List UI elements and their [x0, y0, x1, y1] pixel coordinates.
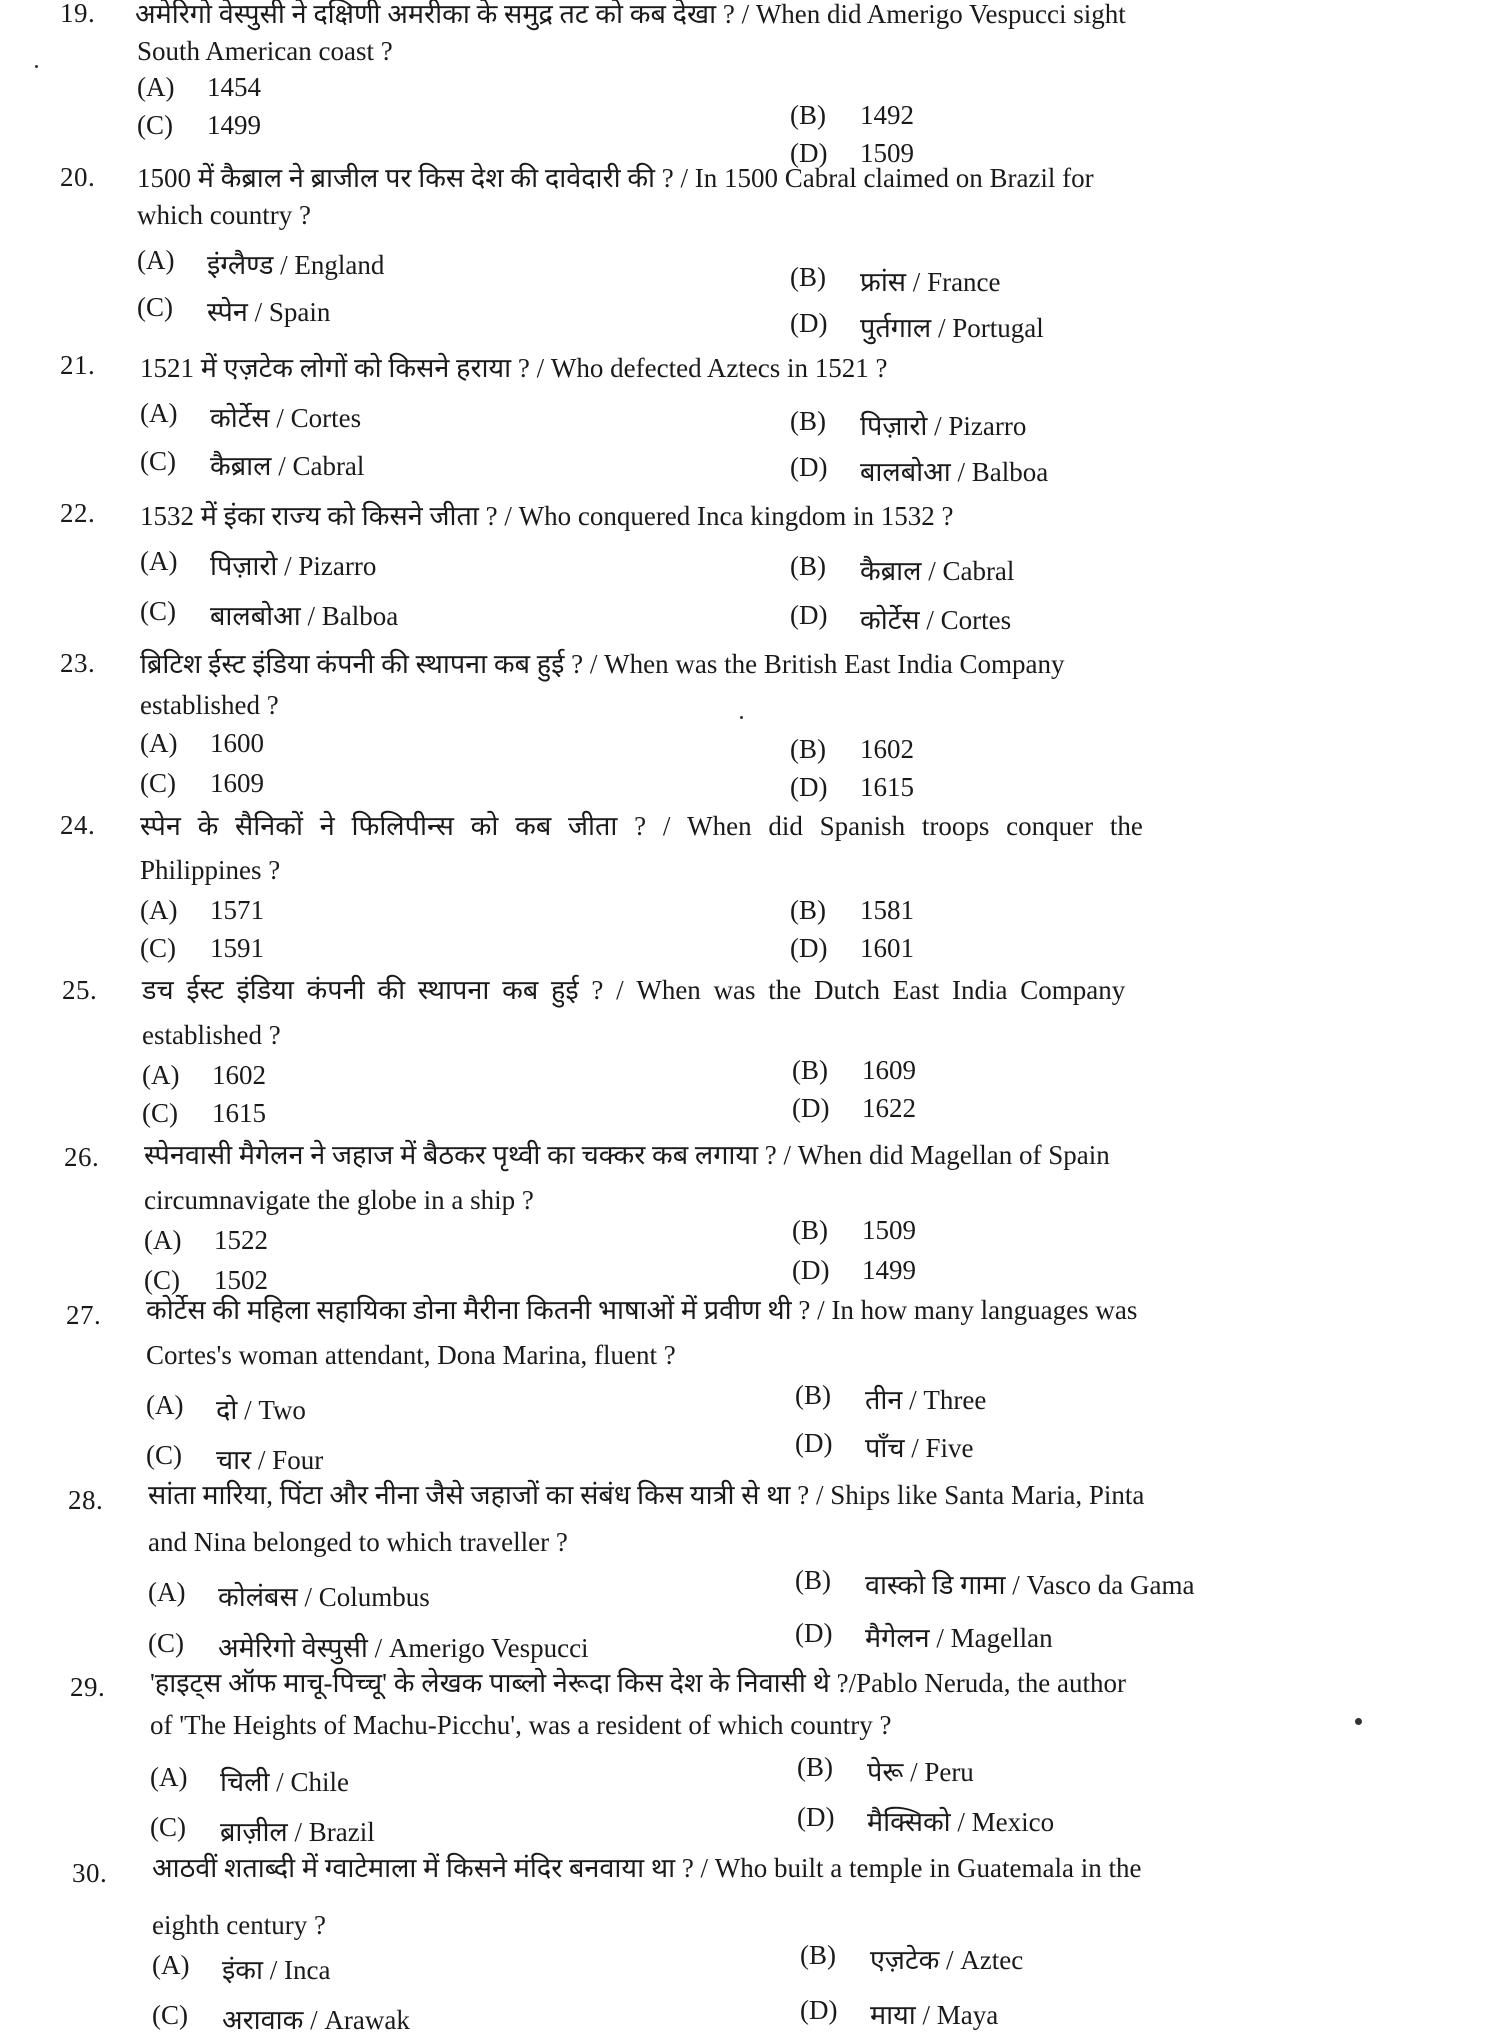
option-text: पुर्तगाल / Portugal [860, 313, 1044, 343]
option-label: (C) [140, 933, 176, 963]
question-text: 1532 में इंका राज्य को किसने जीता ? / Who conquered Inca kingdom in 1532 ? [140, 501, 954, 531]
option-d[interactable] [790, 600, 1011, 637]
option-text: चिली / Chile [220, 1767, 349, 1797]
scan-speck [35, 65, 38, 68]
question-number: 25. [62, 975, 98, 1005]
option-text: दो / Two [216, 1395, 306, 1425]
question-text: कोर्टेस की महिला सहायिका डोना मैरीना कितनी भाषाओं में प्रवीण थी ? / In how many languages was [146, 1295, 1138, 1325]
option-text: पिज़ारो / Pizarro [860, 411, 1027, 441]
option-text: 1492 [860, 100, 914, 130]
option-c[interactable] [140, 933, 264, 964]
option-c[interactable] [142, 1098, 266, 1129]
option-label: (A) [140, 895, 178, 925]
option-label: (B) [790, 100, 826, 130]
question-text-cont: established ? [140, 690, 279, 720]
question-number: 29. [70, 1672, 106, 1702]
question-text-cont: established ? [142, 1020, 281, 1050]
option-text: 1571 [210, 895, 264, 925]
option-label: (D) [790, 138, 828, 168]
option-label: (A) [140, 728, 178, 758]
option-label: (D) [790, 933, 828, 963]
option-label: (C) [137, 292, 173, 322]
option-label: (D) [795, 1618, 833, 1648]
option-label: (C) [150, 1812, 186, 1842]
option-a[interactable] [140, 398, 361, 435]
option-c[interactable] [148, 1628, 589, 1665]
option-a[interactable] [148, 1577, 430, 1614]
option-text: कैब्राल / Cabral [860, 556, 1015, 586]
question-number: 30. [72, 1858, 108, 1888]
question-text-cont: which country ? [137, 200, 311, 230]
option-text: स्पेन / Spain [207, 297, 331, 327]
option-text: एज़टेक / Aztec [870, 1945, 1024, 1975]
option-c[interactable] [140, 446, 364, 483]
option-d[interactable] [792, 1093, 916, 1124]
option-label: (A) [137, 72, 175, 102]
question-number: 27. [66, 1300, 102, 1330]
option-text: मैक्सिको / Mexico [867, 1807, 1055, 1837]
option-label: (B) [790, 406, 826, 436]
question-text: 1521 में एज़टेक लोगों को किसने हराया ? / Who defected Aztecs in 1521 ? [140, 353, 888, 383]
option-b[interactable] [790, 100, 914, 131]
option-b[interactable] [790, 262, 1001, 299]
option-a[interactable] [142, 1060, 266, 1091]
question-number: 20. [60, 162, 96, 192]
option-d[interactable] [800, 1995, 998, 2032]
option-label: (D) [797, 1802, 835, 1832]
option-text: बालबोआ / Balboa [210, 601, 399, 631]
question-text-cont: Cortes's woman attendant, Dona Marina, fluent ? [146, 1340, 676, 1370]
option-d[interactable] [790, 452, 1048, 489]
option-b[interactable] [800, 1940, 1023, 1977]
option-label: (C) [144, 1265, 180, 1295]
option-b[interactable] [797, 1752, 974, 1789]
option-d[interactable] [795, 1428, 973, 1465]
option-label: (B) [790, 262, 826, 292]
option-label: (C) [140, 596, 176, 626]
option-c[interactable] [140, 768, 264, 799]
question-text-cont: circumnavigate the globe in a ship ? [144, 1185, 534, 1215]
question-text-cont: South American coast ? [137, 36, 393, 66]
option-a[interactable] [144, 1225, 268, 1256]
option-text: फ्रांस / France [860, 267, 1001, 297]
option-a[interactable] [152, 1950, 330, 1987]
option-label: (C) [148, 1628, 184, 1658]
option-d[interactable] [797, 1802, 1054, 1839]
option-text: पिज़ारो / Pizarro [210, 551, 377, 581]
question-number: 28. [68, 1485, 104, 1515]
question-number: 22. [60, 498, 96, 528]
option-b[interactable] [795, 1380, 986, 1417]
option-b[interactable] [790, 406, 1026, 443]
option-text: अरावाक / Arawak [222, 2005, 410, 2035]
option-c[interactable] [150, 1812, 375, 1849]
option-text: कोलंबस / Columbus [218, 1582, 430, 1612]
question-text: अमेरिगो वेस्पुसी ने दक्षिणी अमरीका के समुद्र तट को कब देखा ? / When did Amerigo Vespucci sight [135, 0, 1126, 29]
option-d[interactable] [790, 772, 914, 803]
option-label: (C) [137, 110, 173, 140]
option-label: (D) [790, 772, 828, 802]
option-text: 1615 [212, 1098, 266, 1128]
option-text: माया / Maya [870, 2000, 999, 2030]
option-label: (D) [792, 1093, 830, 1123]
option-label: (C) [152, 2000, 188, 2030]
option-b[interactable] [790, 734, 914, 765]
option-text: अमेरिगो वेस्पुसी / Amerigo Vespucci [218, 1633, 589, 1663]
question-number: 21. [60, 350, 96, 380]
option-text: 1502 [214, 1265, 268, 1295]
option-a[interactable] [137, 245, 384, 282]
question-text: सांता मारिया, पिंटा और नीना जैसे जहाजों का संबंध किस यात्री से था ? / Ships like Santa Maria, Pinta [148, 1480, 1145, 1510]
option-label: (B) [795, 1380, 831, 1410]
option-label: (B) [800, 1940, 836, 1970]
option-label: (A) [140, 398, 178, 428]
option-label: (D) [800, 1995, 838, 2025]
option-label: (B) [792, 1055, 828, 1085]
option-label: (A) [152, 1950, 190, 1980]
option-label: (C) [146, 1440, 182, 1470]
option-text: वास्को डि गामा / Vasco da Gama [865, 1570, 1195, 1600]
option-text: 1499 [207, 110, 261, 140]
question-text: डच ईस्ट इंडिया कंपनी की स्थापना कब हुई ? / When was the Dutch East India Company [142, 975, 1126, 1005]
option-a[interactable] [150, 1762, 349, 1799]
question-number: 26. [64, 1142, 100, 1172]
question-text-cont: and Nina belonged to which traveller ? [148, 1527, 568, 1557]
question-number: 24. [60, 810, 96, 840]
option-text: 1581 [860, 895, 914, 925]
option-label: (A) [140, 546, 178, 576]
question-text: स्पेनवासी मैगेलन ने जहाज में बैठकर पृथ्वी का चक्कर कब लगाया ? / When did Magellan of Spain [144, 1140, 1110, 1170]
option-label: (A) [146, 1390, 184, 1420]
option-b[interactable] [792, 1055, 916, 1086]
question-text: ब्रिटिश ईस्ट इंडिया कंपनी की स्थापना कब हुई ? / When was the British East India Company [140, 649, 1065, 679]
option-label: (D) [790, 600, 828, 630]
scan-speck [1355, 1718, 1362, 1725]
option-text: मैगेलन / Magellan [865, 1623, 1053, 1653]
option-label: (D) [792, 1255, 830, 1285]
option-a[interactable] [140, 895, 264, 926]
option-d[interactable] [790, 308, 1044, 345]
option-text: 1609 [862, 1055, 916, 1085]
option-text: 1509 [860, 138, 914, 168]
option-text: 1454 [207, 72, 261, 102]
option-label: (B) [795, 1565, 831, 1595]
option-label: (A) [148, 1577, 186, 1607]
option-text: इंग्लैण्ड / England [207, 250, 385, 280]
option-label: (D) [790, 452, 828, 482]
option-text: 1615 [860, 772, 914, 802]
option-a[interactable] [146, 1390, 306, 1427]
option-label: (B) [790, 734, 826, 764]
option-text: पाँच / Five [865, 1433, 974, 1463]
option-label: (D) [795, 1428, 833, 1458]
option-c[interactable] [137, 110, 261, 141]
question-text: स्पेन के सैनिकों ने फिलिपीन्स को कब जीता ? / When did Spanish troops conquer the [140, 811, 1143, 841]
option-text: पेरू / Peru [867, 1757, 974, 1787]
option-a[interactable] [140, 728, 264, 759]
option-d[interactable] [790, 933, 914, 964]
option-label: (B) [790, 895, 826, 925]
option-text: 1499 [862, 1255, 916, 1285]
option-label: (B) [792, 1215, 828, 1245]
question-text-cont: of 'The Heights of Machu-Picchu', was a resident of which country ? [150, 1710, 892, 1740]
option-text: तीन / Three [865, 1385, 987, 1415]
option-text: 1622 [862, 1093, 916, 1123]
question-text-cont: eighth century ? [152, 1910, 326, 1940]
option-label: (A) [137, 245, 175, 275]
option-text: 1591 [210, 933, 264, 963]
option-b[interactable] [790, 895, 914, 926]
option-label: (B) [790, 551, 826, 581]
option-c[interactable] [152, 2000, 410, 2037]
question-number: 23. [60, 648, 96, 678]
option-text: कोर्टेस / Cortes [860, 605, 1012, 635]
option-text: 1602 [860, 734, 914, 764]
option-b[interactable] [792, 1215, 916, 1246]
option-d[interactable] [792, 1255, 916, 1286]
option-a[interactable] [140, 546, 376, 583]
option-c[interactable] [137, 292, 330, 329]
option-label: (A) [150, 1762, 188, 1792]
question-number: 19. [60, 0, 96, 28]
option-label: (A) [142, 1060, 180, 1090]
option-text: 1600 [210, 728, 264, 758]
option-text: 1609 [210, 768, 264, 798]
option-text: इंका / Inca [222, 1955, 331, 1985]
option-label: (B) [797, 1752, 833, 1782]
option-b[interactable] [795, 1565, 1194, 1602]
option-text: 1509 [862, 1215, 916, 1245]
option-text: ब्राज़ील / Brazil [220, 1817, 375, 1847]
option-text: कैब्राल / Cabral [210, 451, 365, 481]
option-label: (C) [140, 768, 176, 798]
option-c[interactable] [140, 596, 398, 633]
option-c[interactable] [146, 1440, 323, 1477]
option-text: चार / Four [216, 1445, 324, 1475]
option-label: (D) [790, 308, 828, 338]
option-label: (C) [140, 446, 176, 476]
option-d[interactable] [795, 1618, 1053, 1655]
option-text: 1522 [214, 1225, 268, 1255]
option-a[interactable] [137, 72, 261, 103]
option-text: बालबोआ / Balboa [860, 457, 1049, 487]
question-text: 1500 में कैब्राल ने ब्राजील पर किस देश की दावेदारी की ? / In 1500 Cabral claimed on Brazil for [137, 163, 1094, 193]
option-label: (A) [144, 1225, 182, 1255]
option-text: 1601 [860, 933, 914, 963]
question-text-cont: Philippines ? [140, 855, 281, 885]
question-text: आठवीं शताब्दी में ग्वाटेमाला में किसने मंदिर बनवाया था ? / Who built a temple in Guatemala in the [152, 1853, 1142, 1883]
option-label: (C) [142, 1098, 178, 1128]
option-text: कोर्टेस / Cortes [210, 403, 362, 433]
option-text: 1602 [212, 1060, 266, 1090]
option-b[interactable] [790, 551, 1014, 588]
scan-speck [740, 716, 743, 719]
question-text: 'हाइट्स ऑफ माचू-पिच्चू' के लेखक पाब्लो नेरूदा किस देश के निवासी थे ?/Pablo Neruda, the author [150, 1668, 1126, 1698]
